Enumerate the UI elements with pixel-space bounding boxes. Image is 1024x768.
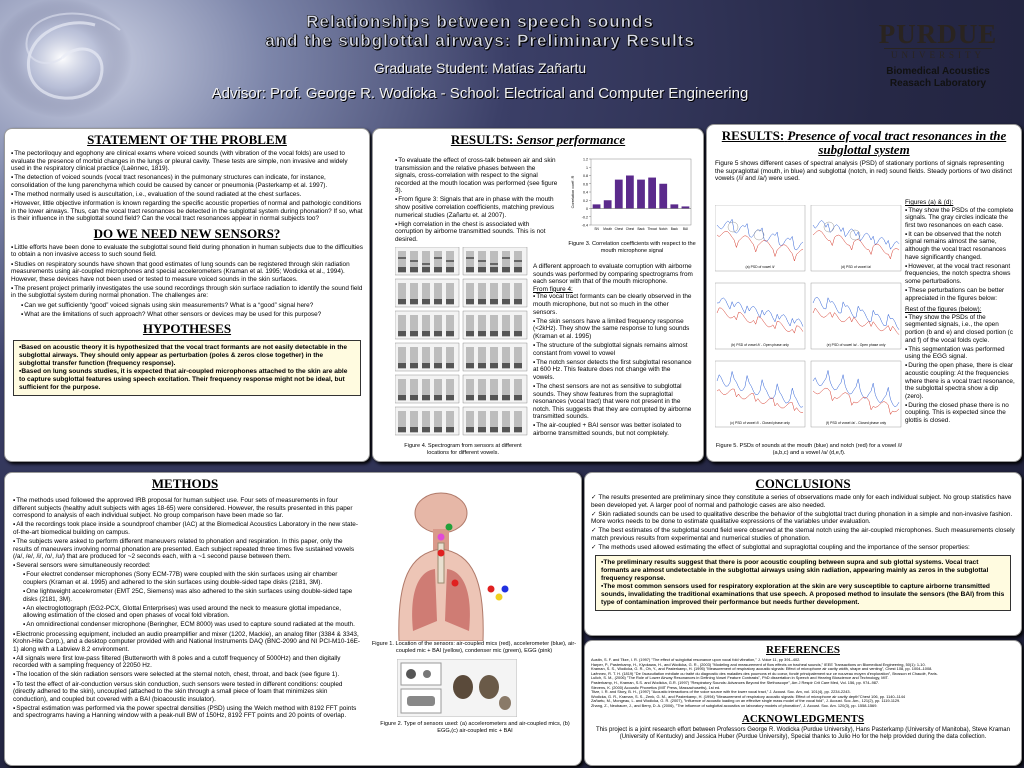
list-item: Lulich, S. M., (2006) "The Role of Lower Airway Resonances in Defining Vowel Feature Contrasts", PhD dissertation in Speech and Hearing Bioscience and Technology, MIT. (591, 675, 889, 681)
list-item: ▪ Can we get sufficiently “good” voiced signals using skin measurements? What is a “good” signal here? (11, 302, 363, 310)
spectrogram-low-band (478, 331, 486, 336)
spectrogram-low-band (514, 267, 522, 272)
psd-plot-label: (e) PSD of vowel /a/ - Open phase only (826, 343, 886, 347)
spectrogram-low-band (478, 395, 486, 400)
spectrogram-low-band (502, 331, 510, 336)
spectrogram-low-band (446, 331, 454, 336)
methods-sub-list (13, 571, 361, 629)
conclusions-list (591, 494, 1015, 552)
list-item: Laënnec, R. T. H. (1819) "De l'auscultation médiate ou traité du diagnostic des maladies des poumons et du coeur, fondé principalement sur ce nouveau moyen d'exploration", Brosson et Chaudé, Paris. (591, 670, 938, 676)
presence-intro: Figure 5 shows different cases of spectral analysis (PSD) of stationary portions of signals representing the supraglottal (mouth, in blue) and subglottal (notch, in red) sound fields. Steady portions of two distinct vowels (/i/ and /a/) were used. (715, 160, 1012, 183)
spectrogram-low-band (398, 363, 406, 368)
list-item: ▪ What are the limitations of such approach? What other sensors or devices may be used for this purpose? (11, 311, 363, 319)
list-item: ▪ The subjects were asked to perform different maneuvers related to phonation and respiration. In this paper, only the results of maneuvers involving normal phonation are presented. Each subject repeated three times five sustained vowels (/a/, /e/, /i/, /o/, /u/) that are produced for ~2 seconds each, with a ~1 second pause between them. (13, 538, 361, 561)
poster-title (130, 12, 830, 50)
bai-sensor-3-icon (499, 696, 511, 710)
spectrogram-low-band (398, 299, 406, 304)
hypothesis-2: Based on lung sounds studies, it is expected that air-coupled microphones attached to the skin are able to capture subglottal features using speech excitation. Their frequency response might not be ideal, but sufficient for the purpose. (19, 368, 348, 392)
spectrogram-low-band (514, 299, 522, 304)
spectrogram-low-band (446, 299, 454, 304)
y-tick-label: 0.2 (583, 198, 588, 203)
list-item: ✓ The results presented are preliminary since they constitute a series of observations made only for each individual subject. No group statistics have been developed yet. A larger pool of normal and pathologic cases are also needed. (591, 494, 1015, 509)
spectrogram-low-band (466, 267, 474, 272)
spectrogram-low-band (502, 363, 510, 368)
sensor-a2-icon (423, 670, 431, 678)
y-tick-label: 1 (586, 165, 588, 170)
list-item: ▪ It can be observed that the notch signal remains almost the same, although the vocal tract resonances have significantly changed. (905, 231, 1015, 261)
logo-name: PURDUE (878, 19, 998, 49)
bar (670, 204, 678, 208)
list-item: ▪ To evaluate the effect of cross-talk between air and skin transmission and the relative phases between the signals, cross-correlation with respect to the signal recorded at the mouth location was performed (see figure 3). (395, 157, 558, 195)
fig1-caption: Figure 1. Location of the sensors: air-coupled mics (red), accelerometer (blue), air-coupled mic + BAI (yellow), condenser mic (green), EGG (pink) (371, 641, 577, 654)
y-tick-label: 0.6 (583, 182, 588, 187)
list-item: ▪ The vocal tract formants can be clearly observed in the mouth microphone, but not so much in the other sensors. (533, 293, 693, 316)
list-item: Austin, S. F. and Titze, I. R. (1997) "The effect of subglottal resonance upon vocal fold vibration," J. Voice 11, pp 391–402. (591, 657, 801, 662)
statement-list (11, 150, 363, 223)
title-line-1: Relationships between speech sounds (306, 12, 654, 31)
spectrogram-low-band (490, 331, 498, 336)
x-tick-label: Notch (659, 227, 668, 231)
list-item: ▪ The skin sensors have a limited frequency response (<2kHz). They show the same response to lung sounds (Kraman et al. 1995) (533, 318, 693, 341)
y-tick-label: 0 (586, 207, 588, 211)
spectrogram-low-band (514, 427, 522, 432)
spectrogram-low-band (502, 299, 510, 304)
list-item: ▪ Spectral estimation was performed via the power spectral densities (PSD) using the Welch method with 8192 FFT points and spectrograms having a Hanning window with a peak-null BW of 150Hz, 8192 FFT points and 20 points of overlap. (13, 705, 361, 720)
lab-line-2: Reasach Laboratory (889, 78, 987, 89)
spectrogram-formant-band (398, 257, 406, 259)
bai-sensor-icon (453, 675, 473, 699)
list-item: ▪ However, at the vocal tract resonant frequencies, the notch spectra shows some perturbations. (905, 263, 1015, 286)
list-item: ▪ The structure of the subglottal signals remains almost constant from vowel to vowel (533, 342, 693, 357)
sensor-a-icon (406, 669, 416, 679)
spectrogram-formant-band (434, 257, 442, 259)
fig1-anatomy-illustration (379, 491, 519, 641)
list-item: ▪ During the open phase, there is clear acoustic coupling: At the frequencies where there is a vocal tract resonance, the subglottal spectra show a dip (zero). (905, 362, 1015, 400)
list-item: ▪ During the closed phase there is no coupling. This is expected since the glottis is closed. (905, 402, 1015, 425)
hypotheses-box (13, 340, 361, 396)
sensor-title-a: RESULTS: (450, 132, 514, 147)
presence-panel (706, 124, 1022, 462)
list-item: ▪ All the recordings took place inside a soundproof chamber (IAC) at the Biomedical Acoustics Laboratory in the new state-of-the-art biomedical building on campus. (13, 521, 361, 536)
spectrogram-low-band (434, 299, 442, 304)
lab-line-1: Biomedical Acoustics (886, 66, 990, 77)
poster-header (0, 0, 1024, 124)
references-list (591, 658, 1015, 709)
trachea-shape (438, 543, 444, 583)
spectrogram-formant-band (422, 263, 430, 265)
methods-panel (4, 472, 582, 766)
spectrogram-low-band (478, 363, 486, 368)
psd-plot-frame (811, 205, 901, 271)
list-item: ▪The preliminary results suggest that there is poor acoustic coupling between supra and sub glottal systems. Vocal tract formants are almost undetectable in the subglottal airways using skin radiation, appearing mainly as zeros in the subglottal frequency response. (601, 558, 989, 582)
list-item: ▪ An omnidirectional condenser microphone (Beringher, ECM 8000) was used to capture sound radiated at the mouth. (13, 621, 361, 629)
spectrogram-formant-band (410, 260, 418, 262)
sensor-title (373, 133, 703, 147)
presence-title-a: RESULTS: (721, 128, 785, 143)
list-item: ▪ The present project primarily investigates the use sound recordings through skin surface radiation to identify the sound field in the subglottal system during normal phonation. The challenges are: (11, 285, 363, 300)
presence-side-text (903, 199, 1017, 426)
spectrogram-low-band (422, 299, 430, 304)
back-mic-marker (488, 586, 495, 593)
bar (637, 180, 645, 209)
y-tick-label: -0.4 (581, 223, 588, 228)
list-item: Zañartu, M., Mongeau, L. and Wodicka, G. R. (2007), "Influence of acoustic loading on an effective single mass model of the vocal fold", J. Acoust. Soc. Am., 121(2), pp. 1119-1129. (591, 698, 901, 704)
sensor-list (395, 157, 558, 244)
spectrogram-low-band (422, 331, 430, 336)
fig5-caption: Figure 5. PSDs of sounds at the mouth (blue) and notch (red) for a vowel /i/ (a,b,c) and a vowel /a/ (d,e,f). (715, 443, 903, 456)
x-tick-label: Chest (625, 227, 635, 231)
spectrogram-low-band (398, 331, 406, 336)
sensor-list-2 (533, 293, 693, 437)
list-item: ▪ These perturbations can be better appreciated in the figures below: (905, 287, 1015, 302)
list-item: Harper, P., Pasterkamp, H., Kiyokawa, H., and Wodicka, G. R., (2003) "Modeling and measurement of flow effects on tracheal sounds," IEEE Transactions on Biomedical Engineering, 50(1): 1-10. (591, 661, 926, 667)
x-tick-label: Back (637, 227, 645, 231)
bai-sensor-2-icon (479, 675, 499, 699)
from-fig4: From figure 4: (533, 285, 573, 293)
list-item: ▪ This segmentation was performed using the EGG signal. (905, 346, 1015, 361)
psd-plot-frame (715, 283, 805, 349)
list-item: ▪ Little efforts have been done to evaluate the subglottal sound field during phonation in human subjects due to the difficulties to obtain a non invasive access to such sound field. (11, 244, 363, 259)
list-item: ▪ Four electret condenser microphones (Sony ECM-77B) were coupled with the skin surfaces using air chamber couplers (Kraman et al. 1995) and adhered to the skin surfaces using double-sided tape disks (2181, 3M). (13, 571, 361, 586)
list-item: ▪ The air-coupled + BAI sensor was better isolated to airborne transmitted sounds, but not completely. (533, 422, 693, 437)
spectrogram-low-band (490, 395, 498, 400)
list-item: ▪ The location of the skin radiation sensors were selected at the sternal notch, chest, throat, and back (see figure 1). (13, 671, 361, 679)
x-tick-label: BAI (682, 227, 689, 231)
sensor-text-1 (389, 157, 564, 245)
spectrogram-low-band (490, 363, 498, 368)
bar (648, 178, 656, 209)
list-item: Zhang, Z., Neubauer, J., and Berry, D. A. (2006), "The influence of subglottal acoustics on laboratory models of phonation", J. Acoust. Soc. Am. 120(3), pp. 1558-1569. (591, 702, 878, 708)
spectrogram-low-band (502, 427, 510, 432)
rest-label: Rest of the figures (below): (905, 306, 982, 314)
hypotheses-title: HYPOTHESES (142, 321, 232, 337)
list-item: ▪ The notch sensor detects the first subglottal resonance at 600 Hz. This feature does not change with the vowels. (533, 359, 693, 382)
list-item: ▪ The method normally used is auscultation, i.e., evaluation of the sound radiated at the chest surfaces. (11, 191, 363, 199)
x-tick-label: SN (594, 227, 599, 231)
head-shape (415, 493, 467, 533)
conclusions-title: CONCLUSIONS (755, 476, 851, 491)
spectrogram-low-band (490, 427, 498, 432)
spectrogram-low-band (410, 395, 418, 400)
list-item: ▪ The chest sensors are not as sensitive to subglottal sounds. They show features from the supraglottal resonances (vocal tract) that were not present in the notch. This suggests that they are corrupted by airborne transmitted sounds. (533, 383, 693, 421)
presence-list-rest (905, 314, 1015, 425)
methods-list (13, 497, 361, 570)
notch-mic-marker (438, 550, 445, 557)
sensor-title-b: Sensor performance (516, 132, 626, 147)
list-item: ▪Based on lung sounds studies, it is expected that air-coupled microphones attached to the skin are able to capture subglottal features using speech excitation. Their frequency response might not be ideal, but sufficient for the purpose. (19, 368, 348, 392)
list-item: ▪ They show the PSDs of the complete signals. The gray circles indicate the first two resonances on each case. (905, 207, 1015, 230)
list-item: ▪ To test the effect of air-conduction versus skin conduction, such sensors were tested in different conditions: coupled (directly adhered to the skin), uncoupled (attached to the skin through a small piece of foam that minimizes skin conduction), and coupled but covered with a BAI (bioacoustic insulator). (13, 681, 361, 704)
accelerometer-marker (502, 586, 509, 593)
spectrogram-low-band (514, 331, 522, 336)
advisor-line: Advisor: Prof. George R. Wodicka - School: Electrical and Computer Engineering (211, 85, 749, 102)
spectrogram-low-band (410, 363, 418, 368)
methods-title: METHODS (151, 476, 219, 491)
fig4-spectrograms (395, 247, 529, 439)
spectrogram-low-band (398, 427, 406, 432)
spectrogram-low-band (446, 267, 454, 272)
list-item: ▪ All signals were first low-pass filtered (Butterworth with 8 poles and a cutoff frequency of 5000Hz) and then digitally recorded with a sampling frequency of 22050 Hz. (13, 655, 361, 670)
methods-list-2 (13, 631, 361, 721)
psd-plot-label: (d) PSD of vowel /a/ (840, 265, 872, 269)
list-item: ▪ The methods used followed the approved IRB proposal for human subject use. Four sets of measurements in four different subjects (healthy adult subjects with ages 18-65) were considered. However, the results presented in this paper correspond to analysis of each individual subject. No group comparison have been made so far. (13, 497, 361, 520)
list-item: ▪ They show the PSDs of the segmented signals, i.e., the open portion (b and e) and closed portion (c and f) of the vocal folds cycle. (905, 314, 1015, 344)
spectrogram-low-band (446, 395, 454, 400)
spectrogram-low-band (422, 395, 430, 400)
list-item: ▪ The pectoriloquy and egophony are clinical exams where voiced sounds (with vibration of the vocal folds) are used to evaluate the presence of morbid changes in the lungs or pleural cavity. These tests are simple, non invasive and widely used in the respiratory clinical practice (Laënnec, 1819). (11, 150, 363, 173)
psd-plot-label: (a) PSD of vowel /i/ (745, 265, 775, 269)
list-item: ✓ Skin radiated sounds can be used to qualitative describe the behavior of the subglottal tract during phonation in a simple and non-invasive fashion. More works needs to be done to estimate qualitative expressions of the variables under evaluation. (591, 511, 1015, 526)
psd-plot-frame (811, 361, 901, 427)
presence-title (707, 129, 1021, 157)
list-item: ▪ Several sensors were simultaneously recorded: (13, 562, 361, 570)
ack-text: This project is a joint research effort between Professors George R. Wodicka (Purdue University), Hans Pasterkamp (University of Manitoba), Steve Kraman (University of Kentucky) and Jessica Huber (Purdue University), Special thanks to Julio Ho for the help provided during the data collection. (596, 726, 1010, 740)
list-item: Wodicka, G. R., Kraman, S. S., Zenk, G. M., and Pasterkamp, H. (1994) "Measurement of respiratory acoustic signals: Effect of microphone air cavity depth"Chest 106, pp. 1140–1144 (591, 693, 906, 699)
conclusions-box (595, 555, 1011, 611)
spectrogram-formant-band (446, 260, 454, 262)
psd-plot-label: (f) PSD of vowel /a/ - Closed phase only (825, 421, 887, 425)
fig5-psd-plots (715, 205, 905, 437)
logo-university: UNIVERSITY (884, 48, 992, 60)
spectrogram-low-band (490, 299, 498, 304)
spectrogram-low-band (422, 363, 430, 368)
spectrogram-low-band (398, 395, 406, 400)
spectrogram-low-band (422, 427, 430, 432)
mouth-mic-marker (446, 524, 453, 531)
list-item: Pasterkamp, H., Kraman, S.S. and Wodicka, G.R. (1997) "Respiratory Sounds: Advances Beyond the Stethoscope", Am J Respir Crit Care Med, Vol. 156, pp. 974–987. (591, 679, 880, 685)
spectrogram-low-band (398, 267, 406, 272)
y-tick-label: 0.8 (583, 174, 588, 178)
spectrogram-low-band (410, 299, 418, 304)
list-item: ▪ Electronic processing equipment, included an audio preamplifier and mixer (1202, Mackie), an analog filter (3384 & 3343, Krohn-Hite Corp.), and a desktop computer provided with and National Instruments DAQ (BNC-2090 and NI PCI-M10-16E-1) along with a Labview 8.2 environment. (13, 631, 361, 654)
fig2-caption: Figure 2. Type of sensors used: (a) accelerometers and air-coupled mics, (b) EGG,(c) air-coupled mic + BAI (380, 721, 570, 734)
y-tick-label: -0.2 (581, 215, 588, 220)
spectrogram-low-band (478, 427, 486, 432)
spectrogram-low-band (514, 363, 522, 368)
x-tick-label: Back (670, 227, 678, 231)
need-sub-list (11, 302, 363, 319)
spectrogram-low-band (434, 395, 442, 400)
psd-plot-frame (715, 361, 805, 427)
fig3-bar-chart (569, 155, 695, 241)
y-tick-label: 0.4 (583, 190, 588, 195)
conclusions-panel (584, 472, 1022, 636)
spectrogram-low-band (434, 331, 442, 336)
list-item: ▪ High correlation in the chest is associated with corruption by airborne transmitted sounds. This is not desired. (395, 221, 558, 244)
sensor-para: A different approach to evaluate corruption with airborne sounds was performed by comparing spectrograms from each sensor with that of the mouth microphone. (533, 263, 693, 286)
list-item: Kraman, S. S., Wodicka, G. R., Oh, Y., and Pasterkamp, H. (1995) "Measurement of respiratory acoustic signals: Effect of microphone air cavity width, shape and venting", Chest 108, pp. 1004–1008. (591, 666, 933, 672)
references-panel (584, 640, 1022, 766)
spectrogram-formant-band (514, 260, 522, 262)
spectrogram-low-band (478, 299, 486, 304)
bar (682, 206, 690, 208)
x-tick-label: Throat (647, 227, 657, 231)
spectrogram-low-band (422, 267, 430, 272)
chest-mic-marker (452, 580, 459, 587)
egg-marker (438, 534, 445, 541)
list-item: ▪ Studies on respiratory sounds have shown that good estimates of lung sounds can be registered through skin radiation measurements using air-coupled microphones and special accelerometers (Kraman et al. 1995; Wodicka et al., 1994). However, these devices have not been used or tested to measure voiced sounds in the skin surfaces. (11, 261, 363, 284)
spectrogram-low-band (502, 395, 510, 400)
spectrogram-low-band (434, 427, 442, 432)
title-line-2: and the subglottal airways: Preliminary Results (265, 31, 695, 50)
list-item: ▪ An electroglottograph (EG2-PCX, Glottal Enterprises) was used around the neck to measure glottal impedance, allowing estimation of the closed and open phases of vocal fold vibration. (13, 605, 361, 620)
ack-title: ACKNOWLEDGMENTS (741, 712, 865, 725)
references-title: REFERENCES (766, 644, 840, 656)
bar (593, 204, 601, 208)
list-item: ▪ The detection of voiced sounds (vocal tract resonances) in the pulmonary structures can indicate, for instance, consolidation of the lung parenchyma which could be caused by cancer or pneumonia (Pasterkamp et al. 1997). (11, 174, 363, 189)
spectrogram-low-band (410, 427, 418, 432)
spectrogram-formant-band (466, 257, 474, 259)
fig3-caption: Figure 3. Correlation coefficients with respect to the mouth microphone signal (568, 241, 696, 254)
need-title: DO WE NEED NEW SENSORS? (93, 225, 281, 241)
spectrogram-low-band (466, 395, 474, 400)
x-tick-label: Chest (614, 227, 623, 231)
y-axis-label: Correlation coeff. R (571, 175, 575, 209)
spectrogram-formant-band (490, 263, 498, 265)
fig2-sensor-photos (397, 659, 517, 717)
fig4-caption: Figure 4. Spectrogram from sensors at different locations for different vowels. (404, 443, 522, 456)
statement-title: STATEMENT OF THE PROBLEM (87, 132, 287, 147)
spectrogram-formant-band (502, 257, 510, 259)
spectrogram-formant-band (478, 260, 486, 262)
spectrogram-low-band (478, 267, 486, 272)
lab-name (876, 66, 1000, 90)
bar (615, 180, 623, 209)
bar (604, 200, 612, 208)
spectrogram-low-band (446, 427, 454, 432)
spectrogram-low-band (434, 363, 442, 368)
list-item: ▪ From figure 3: Signals that are in phase with the mouth show positive correlation coefficients, matching previous numerical studies (Zañartu et. al 2007). (395, 196, 558, 219)
spectrogram-low-band (466, 299, 474, 304)
list-item: ▪ However, little objective information is known regarding the specific acoustic properties of normal and pathologic conditions in the lower airways. Thus, can the vocal tract resonances be detected in the subglottal system during phonation? If so, what is their influence in the subglottal sound field? Can the vocal tract resonances appear in normal subjects too? (11, 200, 363, 223)
statement-panel (4, 128, 370, 462)
list-item: ▪Based on acoustic theory it is hypothesized that the vocal tract formants are not easily detectable in the subglottal airways. They should only appear as perturbation (poles & zeros close together) in the subglottal transfer function (frequency response). (19, 344, 348, 368)
bar (626, 176, 634, 209)
sensor-panel (372, 128, 704, 462)
list-item: ✓ The best estimates of the subglottal sound field were observed at the sternal notch using the air-coupled microphones. Such measurements closely match previous results from experimental and numerical studies of phonation. (591, 527, 1015, 542)
hypothesis-1: Based on acoustic theory it is hypothesized that the vocal tract formants are not easily detectable in the subglottal airways. They should only appear as perturbation (poles & zeros close together) in the subglottal transfer function (frequency response). (19, 344, 348, 368)
egg-device-icon (407, 696, 435, 706)
psd-plot-label: (c) PSD of vowel /i/ - Closed phase only (730, 421, 790, 425)
methods-text (7, 497, 367, 722)
conclusion-key-1: The preliminary results suggest that there is poor acoustic coupling between supra and sub glottal systems. Vocal tract formants are almost undetectable in the subglottal airways using skin radiation, appearing mainly as zeros in the subglottal frequency response. (601, 558, 989, 582)
x-tick-label: Mouth (603, 227, 613, 231)
spectrogram-low-band (466, 427, 474, 432)
bai-mic-marker (496, 594, 503, 601)
need-list (11, 244, 363, 300)
list-item: Titze, I. R. and Story, B. H., (1997) "Acoustic interactions of the voice source with the lower vocal tract," J. Acoust. Soc. Am, vol. 101(4), pp. 2234-2243. (591, 689, 851, 695)
presence-title-b: Presence of vocal tract resonances in the subglottal system (787, 128, 1007, 157)
figs-ad-label: Figures (a) & (d): (905, 199, 954, 206)
list-item: ▪The most common sensors used for respiratory exploration at the skin are very susceptible to capture airborne transmitted sounds, invalidating the traditional examinations that use speech. A proposed method to insulate the sensors (the BAI) from this type of contamination improved their performance but needs further development. (601, 582, 1005, 606)
bar (659, 184, 667, 209)
spectrogram-low-band (446, 363, 454, 368)
list-item: ▪ One lightweight accelerometer (EMT 25C, Siemens) was also adhered to the skin surfaces using double-sided tape disks (2181, 3M). (13, 588, 361, 603)
spectrogram-low-band (490, 267, 498, 272)
spectrogram-low-band (434, 267, 442, 272)
list-item: ✓ The methods used allowed estimating the effect of subglottal and supraglottal coupling and the importance of the sensor properties: (591, 544, 1015, 552)
psd-plot-label: (b) PSD of vowel /i/ - Open phase only (731, 343, 789, 347)
spectrogram-low-band (466, 363, 474, 368)
spectrogram-low-band (466, 331, 474, 336)
student-name: Graduate Student: Matías Zañartu (373, 60, 587, 76)
purdue-logo (876, 20, 1000, 102)
spectrogram-low-band (514, 395, 522, 400)
spectrogram-low-band (502, 267, 510, 272)
spectrogram-low-band (410, 331, 418, 336)
conclusion-key-2: The most common sensors used for respiratory exploration at the skin are very susceptible to capture airborne transmitted sounds, invalidating the traditional examinations that use speech. A proposed method to insulate the sensors (the BAI) from this type of contamination improved their performance but needs further development. (601, 582, 1005, 606)
y-tick-label: 1.2 (583, 157, 588, 162)
list-item: Stevens, K. (2000) Acoustic Phonetics (MIT Press, Massachusetts), 1st ed. (591, 684, 721, 690)
spectrogram-low-band (410, 267, 418, 272)
presence-list-ad (905, 207, 1015, 303)
sensor-text-2 (527, 263, 699, 439)
